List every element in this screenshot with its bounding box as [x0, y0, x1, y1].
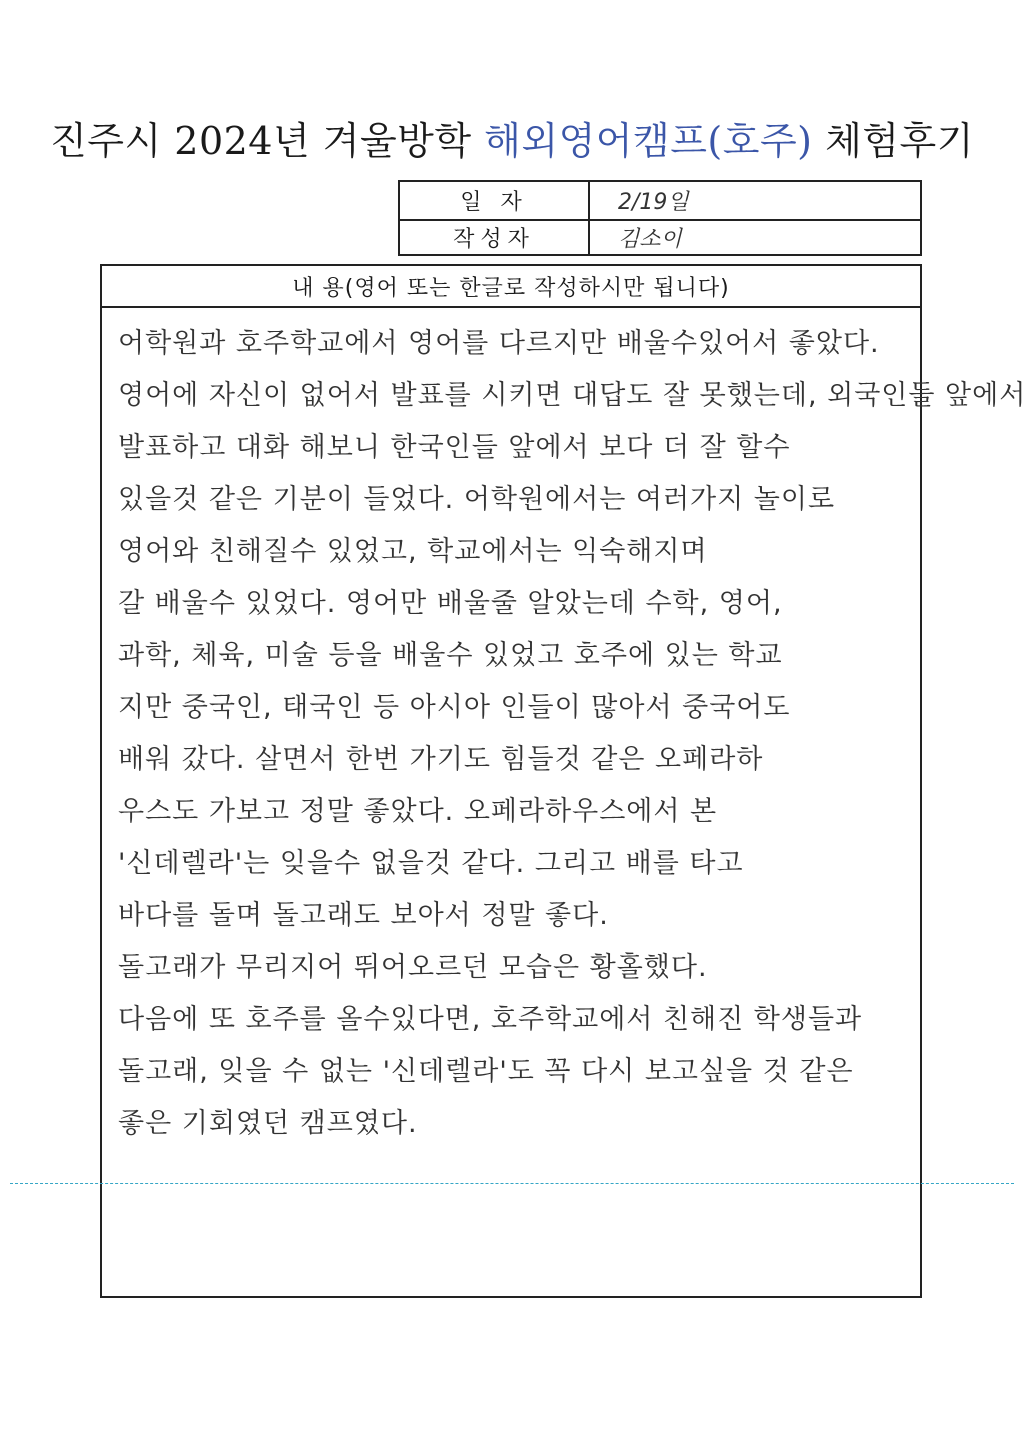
- content-line: 돌고래가 무리지어 뛰어오르던 모습은 황홀했다.: [118, 952, 708, 983]
- content-body: [118, 318, 1026, 1150]
- content-line: 다음에 또 호주를 올수있다면, 호주학교에서 친해진 학생들과: [118, 1004, 863, 1035]
- content-line: 어학원과 호주학교에서 영어를 다르지만 배울수있어서 좋았다.: [118, 328, 880, 359]
- content-line: 갈 배울수 있었다. 영어만 배울줄 알았는데 수학, 영어,: [118, 588, 783, 619]
- content-line: 영어와 친해질수 있었고, 학교에서는 익숙해지며: [118, 536, 708, 567]
- title-prefix: 진주시 2024년 겨울방학: [50, 119, 485, 163]
- content-header: 내 용(영어 또는 한글로 작성하시만 됩니다): [102, 266, 920, 308]
- content-line: 발표하고 대화 해보니 한국인들 앞에서 보다 더 잘 할수: [118, 432, 791, 463]
- content-line: 지만 중국인, 태국인 등 아시아 인들이 많아서 중국어도: [118, 692, 791, 723]
- content-box: [100, 264, 1026, 1298]
- scan-divider-line: [10, 1183, 1014, 1184]
- content-line: 있을것 같은 기분이 들었다. 어학원에서는 여러가지 놀이로: [118, 484, 836, 515]
- content-line: 과학, 체육, 미술 등을 배울수 있었고 호주에 있는 학교: [118, 640, 783, 671]
- content-line: 돌고래, 잊을 수 없는 '신데렐라'도 꼭 다시 보고싶을 것 같은: [118, 1056, 854, 1087]
- author-value: 김소이: [618, 227, 682, 252]
- info-table: [398, 180, 922, 256]
- document-title: [0, 110, 1024, 165]
- content-line: 영어에 자신이 없어서 발표를 시키면 대답도 잘 못했는데, 외국인들 앞에서: [118, 380, 1026, 411]
- author-row: [400, 219, 920, 256]
- date-label: 일 자: [400, 182, 590, 219]
- content-line: 우스도 가보고 정말 좋았다. 오페라하우스에서 본: [118, 796, 718, 827]
- content-line: '신데렐라'는 잊을수 없을것 같다. 그리고 배를 타고: [118, 848, 744, 879]
- date-row: [400, 182, 920, 221]
- title-accent: 해외영어캠프(호주): [484, 119, 813, 163]
- author-label: 작성자: [400, 219, 590, 256]
- date-value: 2/19일: [618, 190, 689, 215]
- title-suffix: 체험후기: [812, 119, 974, 163]
- content-line: 좋은 기회였던 캠프였다.: [118, 1108, 418, 1139]
- content-line: 바다를 돌며 돌고래도 보아서 정말 좋다.: [118, 900, 609, 931]
- content-line: 배워 갔다. 살면서 한번 가기도 힘들것 같은 오페라하: [118, 744, 764, 775]
